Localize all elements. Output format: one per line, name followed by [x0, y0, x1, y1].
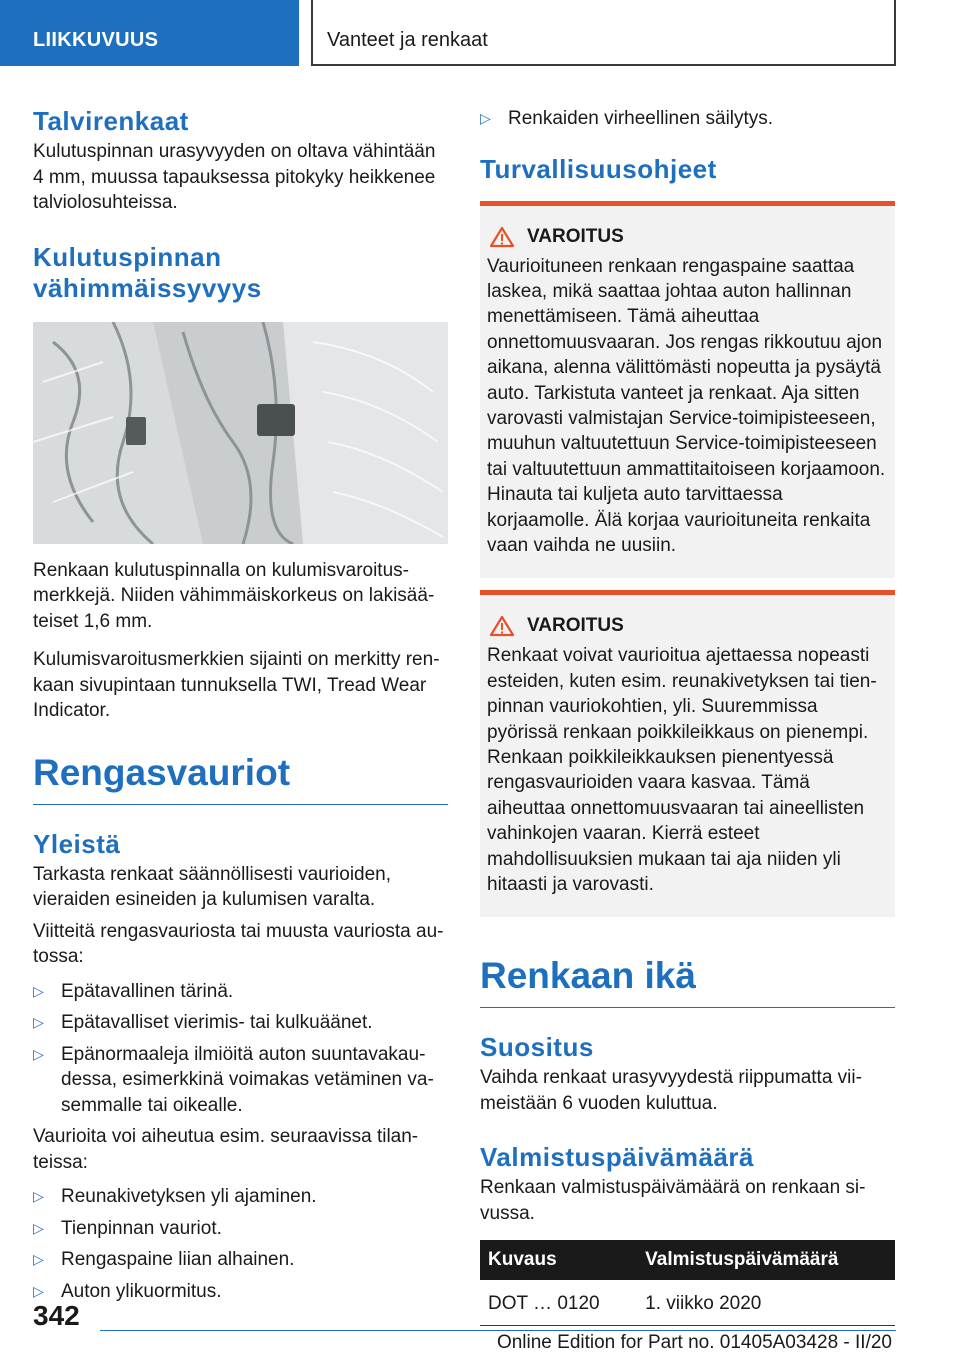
tire-tread-image [33, 322, 448, 544]
warning-triangle-icon [489, 615, 515, 637]
table-row [480, 1280, 895, 1326]
warning-2-text: Renkaat voivat vaurioitua ajettaessa nopeasti esteiden, kuten esim. reunakivetyksen tai tienpinnan vauriokohtien, yli. Suuremmissa pyörissä renkaan poikkileikkaus on pienempi. Renkaan poikkileikkauksen pienentyessä rengasvaurioiden vaara kasvaa. Tämä aiheuttaa onnettomuusvaaran tai aineellisten vahinkojen vaaran. Kierrä esteet mahdollisuuksien mukaan tai aja niiden yli hitaasti ja varovasti. [487, 645, 877, 896]
triangle-bullet-icon: ▷ [33, 1188, 44, 1204]
header-section: LIIKKUVUUS [0, 0, 299, 66]
triangle-bullet-icon: ▷ [33, 982, 44, 999]
list-item: ▷ Tienpinnan vauriot. [33, 1216, 448, 1242]
table-header: Valmistuspäivämäärä [637, 1240, 895, 1280]
causes-text: Vaurioita voi aiheutua esim. seuraavissa tilanteissa: [33, 1126, 419, 1173]
damage-heading: Rengasvauriot [33, 751, 291, 793]
damage-heading-rule [33, 804, 448, 805]
damage-signs-list [33, 979, 448, 1119]
footer-rule [100, 1330, 896, 1331]
damage-causes-list [33, 1184, 448, 1304]
general-heading: Yleistä [33, 828, 121, 859]
list-item: ▷ Auton ylikuormitus. [33, 1279, 448, 1305]
winter-tires-heading: Talvirenkaat [33, 106, 189, 136]
triangle-bullet-icon: ▷ [33, 1251, 44, 1267]
list-item: ▷ Epätavalliset vierimis- tai kulkuäänet. [33, 1010, 448, 1036]
table-header: Kuvaus [480, 1240, 637, 1280]
header-chapter: Vanteet ja renkaat [311, 0, 896, 66]
warning-box-2 [480, 590, 895, 917]
triangle-bullet-icon: ▷ [33, 1014, 44, 1030]
triangle-bullet-icon: ▷ [33, 1282, 44, 1299]
general-text-2: Viitteitä rengasvauriosta tai muusta vauriosta autossa: [33, 920, 444, 967]
manufacture-date-text: Renkaan valmistuspäivämäärä on renkaan sivussa. [480, 1177, 866, 1224]
tire-age-heading: Renkaan ikä [480, 955, 696, 997]
tire-age-rule [480, 1007, 895, 1008]
general-text-1: Tarkasta renkaat säännöllisesti vaurioiden, vieraiden esineiden ja kulumisen varalta. [33, 863, 392, 910]
warning-1-title: VAROITUS [527, 225, 624, 247]
triangle-bullet-icon: ▷ [33, 1219, 44, 1236]
storage-list [480, 106, 895, 132]
warning-triangle-icon [489, 226, 515, 248]
warning-2-title: VAROITUS [527, 615, 624, 637]
recommendation-heading: Suositus [480, 1032, 594, 1063]
footer-edition: Online Edition for Part no. 01405A03428 - II/20 [496, 1332, 892, 1353]
list-item: ▷ Epätavallinen tärinä. [33, 979, 448, 1005]
twi-marker-small [126, 417, 146, 445]
table-cell: 1. viikko 2020 [637, 1280, 895, 1326]
list-item: ▷ Reunakivetyksen yli ajaminen. [33, 1184, 448, 1210]
safety-heading: Turvallisuusohjeet [480, 153, 717, 184]
min-depth-heading: Kulutuspinnan vähimmäissyvyys [33, 241, 262, 303]
warning-1-text: Vaurioituneen renkaan rengaspaine saattaa laskea, mikä saattaa johtaa auton hallinnan menettämiseen. Tämä aiheuttaa onnettomuusvaaran. Jos rengas rikkoutuu ajon aikana, alenna välittömästi nopeutta ja pysäytä auto. Tarkistuta vanteet ja renkaat. Aja sitten varovasti valmistajan Service-toimipisteeseen, muuhun valtuutettuun Service-toimipisteeseen tai valtuutettuun ammattitaitoiseen korjaamoon. Hinauta tai kuljeta auto tarvittaessa korjaamolle. Älä korjaa vaurioituneita renkaita vaan vaihda ne uusiin. [487, 255, 886, 556]
triangle-bullet-icon: ▷ [33, 1045, 44, 1062]
winter-tires-text: Kulutuspinnan urasyvyyden on oltava vähintään 4 mm, muussa tapauksessa pitokyky heikkenee talviolosuhteissa. [33, 141, 436, 213]
right-column [480, 100, 895, 1326]
table-cell: DOT … 0120 [480, 1280, 637, 1326]
left-column [33, 100, 448, 1310]
twi-text-2: Kulumisvaroitusmerkkien sijainti on merkitty renkaan sivupintaan tunnuksella TWI, Tread Wear Indicator. [33, 649, 440, 721]
list-item: ▷ Renkaiden virheellinen säilytys. [480, 106, 895, 132]
twi-marker-large [257, 404, 295, 436]
list-item: ▷ Rengaspaine liian alhainen. [33, 1247, 448, 1273]
dot-table [480, 1240, 895, 1326]
warning-box-1 [480, 201, 895, 579]
tire-tread-illustration [33, 322, 448, 544]
list-item: ▷ Epänormaaleja ilmiöitä auton suuntavakaudessa, esimerkkinä voimakas vetäminen vasemmalle tai oikealle. [33, 1043, 434, 1116]
recommendation-text: Vaihda renkaat urasyvyydestä riippumatta viimeistään 6 vuoden kuluttua. [480, 1067, 862, 1114]
manufacture-date-heading: Valmistuspäivämäärä [480, 1142, 754, 1173]
triangle-bullet-icon: ▷ [480, 110, 491, 126]
page-number: 342 [33, 1300, 80, 1331]
twi-text-1: Renkaan kulutuspinnalla on kulumisvaroitusmerkkejä. Niiden vähimmäiskorkeus on lakisääteiset 1,6 mm. [33, 559, 435, 632]
